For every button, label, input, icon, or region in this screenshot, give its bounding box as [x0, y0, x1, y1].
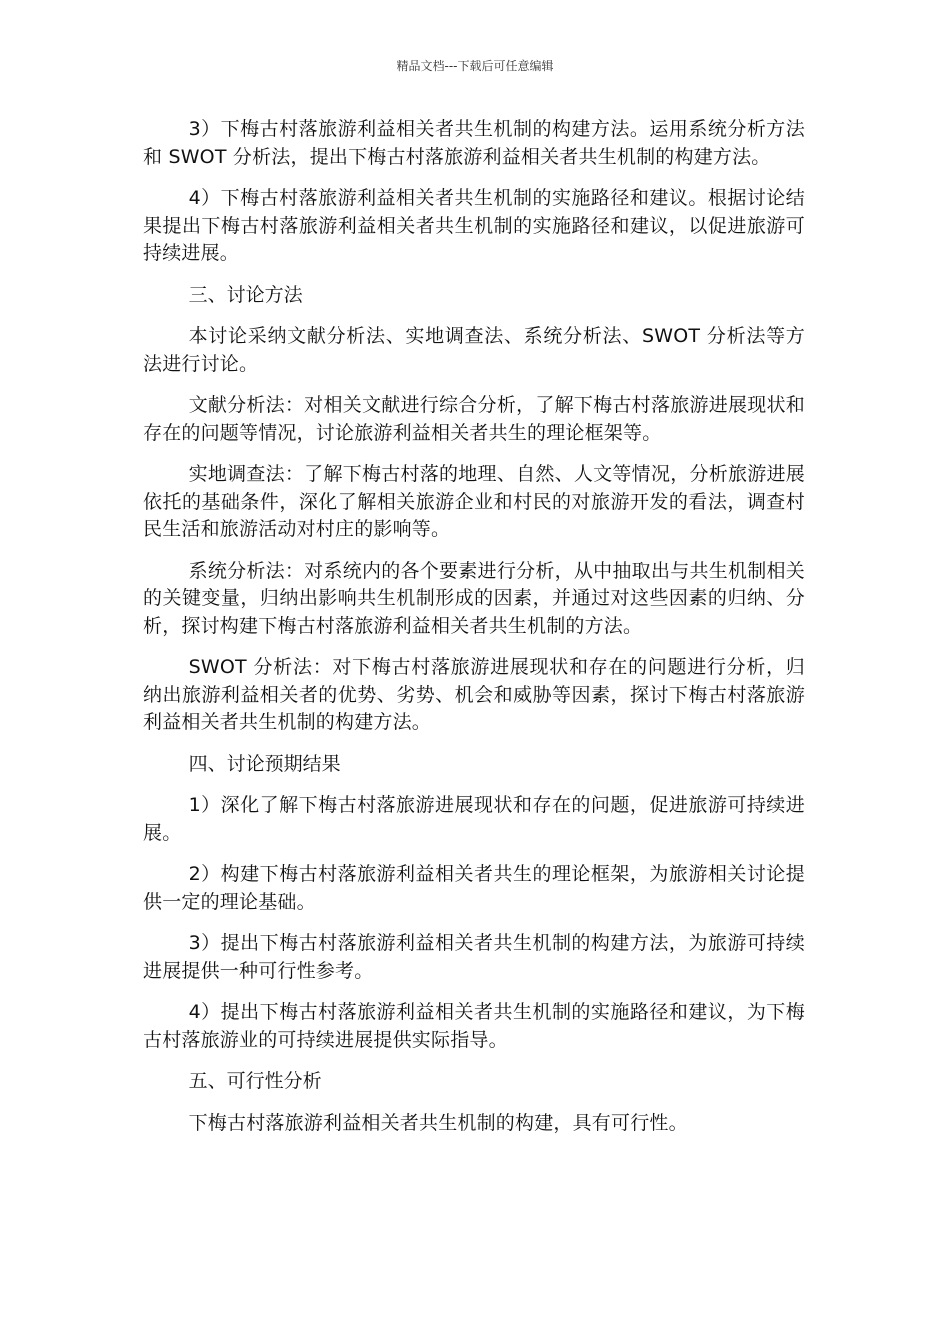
paragraph-method-4: 4）下梅古村落旅游利益相关者共生机制的实施路径和建议。根据讨论结果提出下梅古村落旅游利益相关者共生机制的实施路径和建议，以促进旅游可持续进展。 [143, 187, 805, 264]
section-heading-feasibility: 五、可行性分析 [188, 1070, 322, 1092]
paragraph-system-analysis: 系统分析法：对系统内的各个要素进行分析，从中抽取出与共生机制相关的关键变量，归纳出影响共生机制形成的因素，并通过对这些因素的归纳、分析，探讨构建下梅古村落旅游利益相关者共生机制的方法。 [143, 559, 805, 637]
paragraph-method-3: 3）下梅古村落旅游利益相关者共生机制的构建方法。运用系统分析方法和 SWOT 分析法，提出下梅古村落旅游利益相关者共生机制的构建方法。 [143, 118, 805, 168]
document-body [143, 116, 805, 1151]
paragraph-result-2: 2）构建下梅古村落旅游利益相关者共生的理论框架，为旅游相关讨论提供一定的理论基础。 [143, 863, 805, 913]
section-heading-expected-results: 四、讨论预期结果 [188, 752, 341, 775]
paragraph-literature-analysis: 文献分析法：对相关文献进行综合分析，了解下梅古村落旅游进展现状和存在的问题等情况，讨论旅游利益相关者共生的理论框架等。 [143, 394, 805, 444]
paragraph-result-3: 3）提出下梅古村落旅游利益相关者共生机制的构建方法，为旅游可持续进展提供一种可行性参考。 [143, 932, 805, 982]
paragraph-field-survey: 实地调查法：了解下梅古村落的地理、自然、人文等情况，分析旅游进展依托的基础条件，深化了解相关旅游企业和村民的对旅游开发的看法，调查村民生活和旅游活动对村庄的影响等。 [143, 463, 805, 540]
paragraph-methods-intro: 本讨论采纳文献分析法、实地调查法、系统分析法、SWOT 分析法等方法进行讨论。 [143, 325, 805, 375]
paragraph-result-4: 4）提出下梅古村落旅游利益相关者共生机制的实施路径和建议，为下梅古村落旅游业的可持续进展提供实际指导。 [143, 1001, 805, 1051]
paragraph-feasibility: 下梅古村落旅游利益相关者共生机制的构建，具有可行性。 [188, 1111, 688, 1134]
section-heading-research-methods: 三、讨论方法 [188, 283, 303, 306]
page-header: 精品文档---下载后可任意编辑 [396, 59, 554, 73]
paragraph-swot-analysis: SWOT 分析法：对下梅古村落旅游进展现状和存在的问题进行分析，归纳出旅游利益相关者的优势、劣势、机会和威胁等因素，探讨下梅古村落旅游利益相关者共生机制的构建方法。 [143, 656, 805, 733]
paragraph-result-1: 1）深化了解下梅古村落旅游进展现状和存在的问题，促进旅游可持续进展。 [143, 794, 805, 844]
